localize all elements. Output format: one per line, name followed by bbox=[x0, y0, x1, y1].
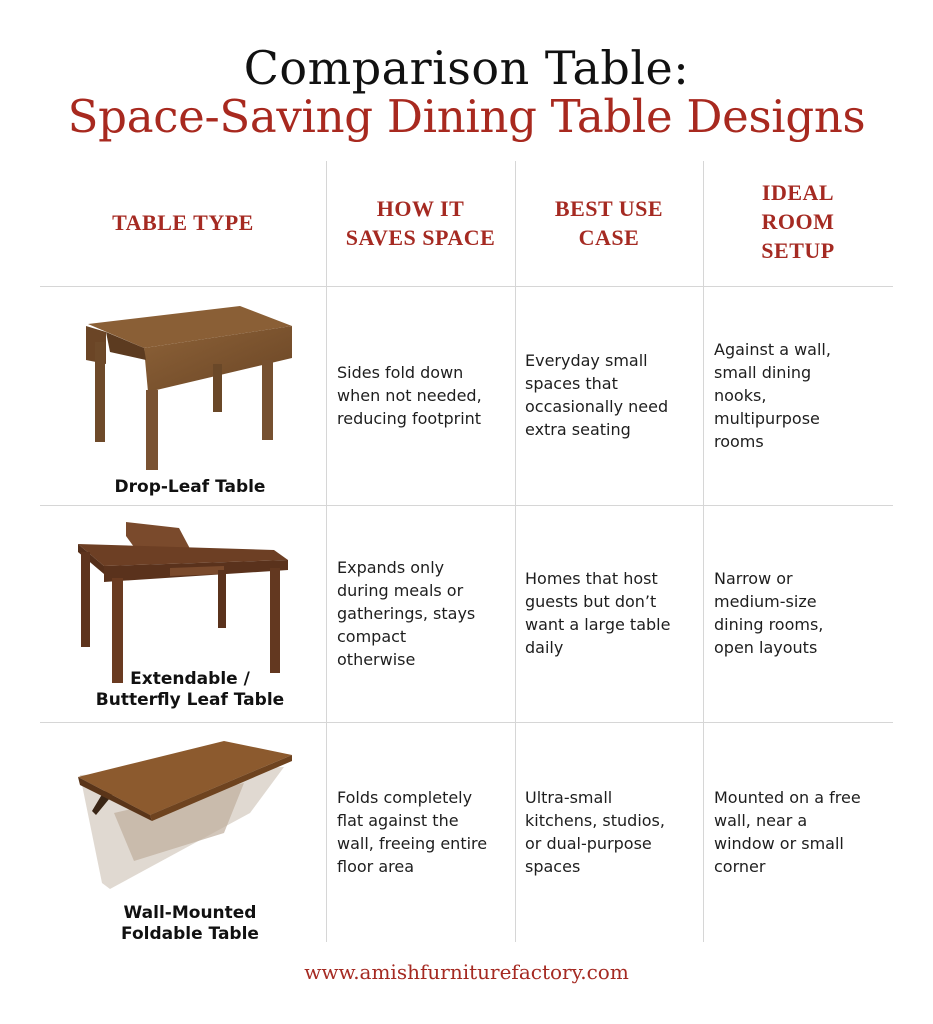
cell-text: Sides fold down bbox=[337, 363, 464, 382]
cell-text: otherwise bbox=[337, 650, 416, 669]
header-text: IDEAL bbox=[761, 180, 835, 205]
cell-text: occasionally need bbox=[525, 397, 669, 416]
row-divider bbox=[40, 505, 893, 506]
cell-text: Everyday small bbox=[525, 351, 648, 370]
best-use-cell bbox=[525, 349, 668, 441]
cell-text: corner bbox=[714, 857, 766, 876]
column-divider bbox=[515, 161, 516, 942]
cell-text: flat against the bbox=[337, 811, 459, 830]
table-type-label bbox=[40, 903, 340, 945]
cell-text: Against a wall, bbox=[714, 340, 831, 359]
cell-text: multipurpose bbox=[714, 409, 820, 428]
cell-text: Expands only bbox=[337, 558, 445, 577]
header-text: CASE bbox=[578, 225, 640, 250]
header-text: HOW IT bbox=[376, 196, 465, 221]
row-divider bbox=[40, 286, 893, 287]
row-divider bbox=[40, 722, 893, 723]
drop-leaf-table-image bbox=[80, 302, 295, 472]
cell-text: window or small bbox=[714, 834, 844, 853]
cell-text: wall, near a bbox=[714, 811, 808, 830]
cell-text: open layouts bbox=[714, 638, 818, 657]
cell-text: kitchens, studios, bbox=[525, 811, 665, 830]
room-setup-cell bbox=[714, 338, 831, 453]
cell-text: floor area bbox=[337, 857, 414, 876]
cell-text: extra seating bbox=[525, 420, 631, 439]
cell-text: small dining bbox=[714, 363, 812, 382]
cell-text: spaces bbox=[525, 857, 581, 876]
cell-text: reducing footprint bbox=[337, 409, 482, 428]
table-type-text: Wall-Mounted bbox=[123, 903, 257, 923]
cell-text: Narrow or bbox=[714, 569, 793, 588]
header-text: TABLE TYPE bbox=[112, 210, 254, 235]
table-type-text: Foldable Table bbox=[121, 924, 259, 944]
saves-space-cell bbox=[337, 786, 487, 878]
table-type-text: Drop-Leaf Table bbox=[114, 477, 266, 497]
cell-text: Homes that host bbox=[525, 569, 658, 588]
website-url: www.amishfurniturefactory.com bbox=[304, 960, 629, 984]
header-best-use-case bbox=[515, 194, 703, 252]
cell-text: compact bbox=[337, 627, 407, 646]
cell-text: gatherings, stays bbox=[337, 604, 476, 623]
room-setup-cell bbox=[714, 567, 823, 659]
cell-text: wall, freeing entire bbox=[337, 834, 488, 853]
cell-text: medium-size bbox=[714, 592, 817, 611]
header-text: SAVES SPACE bbox=[345, 225, 496, 250]
column-divider bbox=[326, 161, 327, 942]
header-text: SETUP bbox=[761, 238, 835, 263]
best-use-cell bbox=[525, 786, 665, 878]
cell-text: during meals or bbox=[337, 581, 464, 600]
butterfly-leaf-table-image bbox=[74, 518, 294, 688]
column-divider bbox=[703, 161, 704, 942]
cell-text: Folds completely bbox=[337, 788, 473, 807]
best-use-cell bbox=[525, 567, 670, 659]
table-type-label bbox=[40, 477, 340, 498]
cell-text: rooms bbox=[714, 432, 764, 451]
table-type-text: Butterfly Leaf Table bbox=[95, 690, 285, 710]
saves-space-cell bbox=[337, 361, 482, 430]
cell-text: when not needed, bbox=[337, 386, 482, 405]
wall-mounted-table-image bbox=[74, 733, 296, 893]
title-line-2: Space-Saving Dining Table Designs bbox=[67, 90, 866, 143]
table-type-text: Extendable / bbox=[130, 669, 250, 689]
title-line-1: Comparison Table: bbox=[243, 41, 690, 95]
cell-text: or dual-purpose bbox=[525, 834, 652, 853]
cell-text: want a large table bbox=[525, 615, 671, 634]
header-how-it-saves-space bbox=[326, 194, 515, 252]
cell-text: dining rooms, bbox=[714, 615, 824, 634]
cell-text: guests but don’t bbox=[525, 592, 657, 611]
room-setup-cell bbox=[714, 786, 861, 878]
header-text: ROOM bbox=[761, 209, 835, 234]
cell-text: Ultra-small bbox=[525, 788, 613, 807]
cell-text: daily bbox=[525, 638, 564, 657]
header-table-type bbox=[40, 208, 326, 237]
cell-text: Mounted on a free bbox=[714, 788, 861, 807]
header-ideal-room-setup bbox=[703, 178, 893, 265]
saves-space-cell bbox=[337, 556, 475, 671]
table-type-label bbox=[40, 669, 340, 711]
cell-text: nooks, bbox=[714, 386, 767, 405]
cell-text: spaces that bbox=[525, 374, 618, 393]
header-text: BEST USE bbox=[554, 196, 664, 221]
